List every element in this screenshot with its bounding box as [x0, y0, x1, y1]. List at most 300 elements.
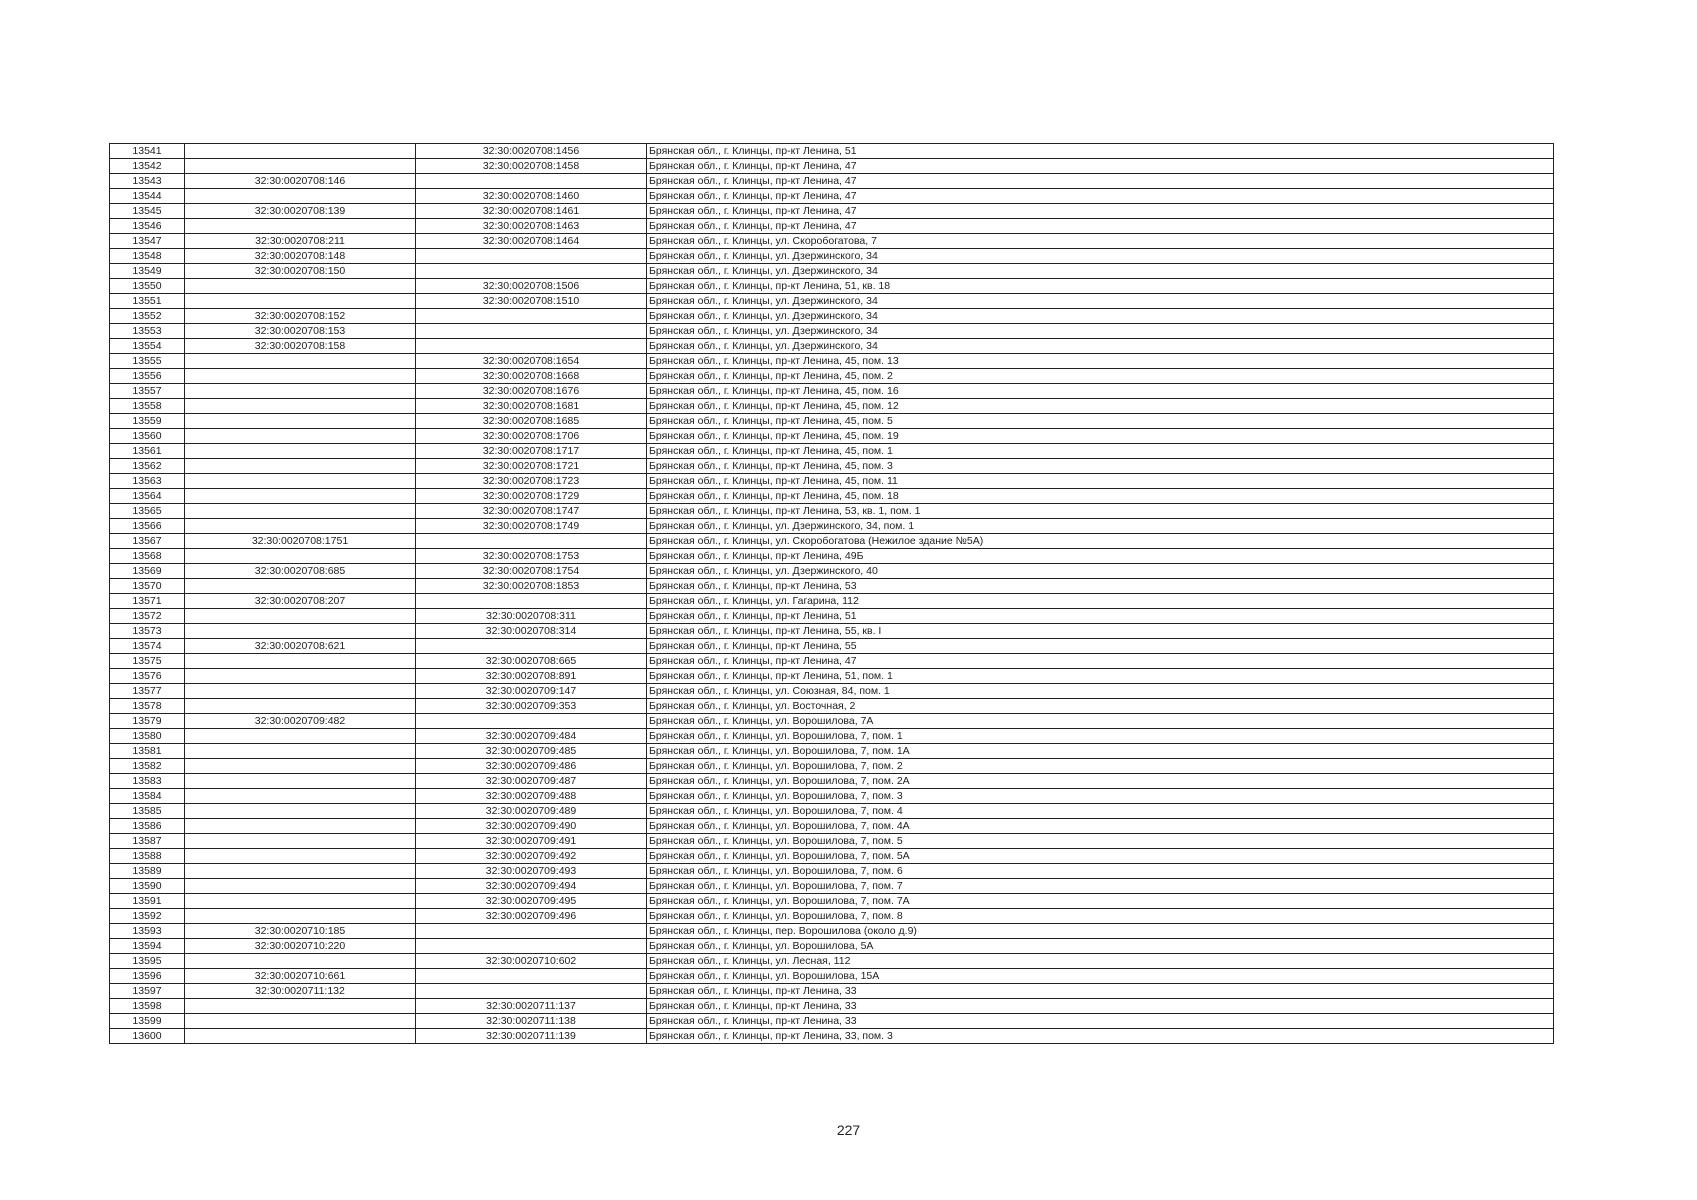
cadastral-number-a: [185, 804, 416, 819]
cadastral-number-b: 32:30:0020708:1754: [416, 564, 647, 579]
row-number: 13574: [110, 639, 185, 654]
address: Брянская обл., г. Клинцы, ул. Ворошилова, 7А: [647, 714, 1554, 729]
address: Брянская обл., г. Клинцы, ул. Ворошилова, 7, пом. 8: [647, 909, 1554, 924]
address: Брянская обл., г. Клинцы, ул. Ворошилова, 7, пом. 4А: [647, 819, 1554, 834]
cadastral-number-a: [185, 654, 416, 669]
cadastral-number-a: [185, 459, 416, 474]
address: Брянская обл., г. Клинцы, ул. Дзержинского, 40: [647, 564, 1554, 579]
cadastral-number-b: [416, 639, 647, 654]
cadastral-number-b: 32:30:0020708:1676: [416, 384, 647, 399]
cadastral-number-a: [185, 849, 416, 864]
table-row: [110, 189, 1554, 204]
row-number: 13600: [110, 1029, 185, 1044]
address: Брянская обл., г. Клинцы, пр-кт Ленина, 45, пом. 5: [647, 414, 1554, 429]
address: Брянская обл., г. Клинцы, ул. Дзержинского, 34: [647, 309, 1554, 324]
table-row: [110, 474, 1554, 489]
cadastral-number-a: [185, 759, 416, 774]
row-number: 13564: [110, 489, 185, 504]
cadastral-number-b: 32:30:0020709:486: [416, 759, 647, 774]
cadastral-number-a: [185, 399, 416, 414]
table-row: [110, 879, 1554, 894]
row-number: 13544: [110, 189, 185, 204]
row-number: 13568: [110, 549, 185, 564]
table-row: [110, 429, 1554, 444]
table-row: [110, 909, 1554, 924]
cadastral-number-a: 32:30:0020708:146: [185, 174, 416, 189]
cadastral-number-a: [185, 894, 416, 909]
table-row: [110, 1029, 1554, 1044]
address: Брянская обл., г. Клинцы, пр-кт Ленина, 47: [647, 189, 1554, 204]
cadastral-number-b: [416, 339, 647, 354]
cadastral-number-a: [185, 279, 416, 294]
row-number: 13575: [110, 654, 185, 669]
cadastral-number-b: 32:30:0020709:490: [416, 819, 647, 834]
table-row: [110, 774, 1554, 789]
cadastral-number-a: [185, 354, 416, 369]
row-number: 13577: [110, 684, 185, 699]
cadastral-number-a: [185, 549, 416, 564]
address: Брянская обл., г. Клинцы, пр-кт Ленина, 45, пом. 16: [647, 384, 1554, 399]
cadastral-number-a: [185, 519, 416, 534]
address: Брянская обл., г. Клинцы, ул. Дзержинского, 34: [647, 324, 1554, 339]
table-row: [110, 519, 1554, 534]
table-row: [110, 669, 1554, 684]
cadastral-number-b: [416, 534, 647, 549]
cadastral-number-a: 32:30:0020708:152: [185, 309, 416, 324]
address: Брянская обл., г. Клинцы, пр-кт Ленина, 55: [647, 639, 1554, 654]
address: Брянская обл., г. Клинцы, ул. Дзержинского, 34: [647, 294, 1554, 309]
cadastral-number-b: [416, 939, 647, 954]
row-number: 13561: [110, 444, 185, 459]
table-row: [110, 294, 1554, 309]
table-row: [110, 804, 1554, 819]
cadastral-number-b: 32:30:0020708:1723: [416, 474, 647, 489]
cadastral-number-a: 32:30:0020708:207: [185, 594, 416, 609]
address: Брянская обл., г. Клинцы, ул. Ворошилова, 7, пом. 4: [647, 804, 1554, 819]
address: Брянская обл., г. Клинцы, ул. Лесная, 112: [647, 954, 1554, 969]
row-number: 13581: [110, 744, 185, 759]
address: Брянская обл., г. Клинцы, пр-кт Ленина, 47: [647, 204, 1554, 219]
address: Брянская обл., г. Клинцы, пер. Ворошилова (около д.9): [647, 924, 1554, 939]
cadastral-number-b: 32:30:0020708:1681: [416, 399, 647, 414]
table-row: [110, 864, 1554, 879]
cadastral-number-b: 32:30:0020709:493: [416, 864, 647, 879]
cadastral-number-b: [416, 924, 647, 939]
row-number: 13567: [110, 534, 185, 549]
cadastral-number-a: 32:30:0020710:661: [185, 969, 416, 984]
address: Брянская обл., г. Клинцы, пр-кт Ленина, 33: [647, 1014, 1554, 1029]
table-row: [110, 159, 1554, 174]
address: Брянская обл., г. Клинцы, ул. Дзержинского, 34, пом. 1: [647, 519, 1554, 534]
cadastral-number-a: [185, 294, 416, 309]
cadastral-number-a: [185, 729, 416, 744]
table-row: [110, 624, 1554, 639]
table-row: [110, 459, 1554, 474]
cadastral-number-a: [185, 879, 416, 894]
address: Брянская обл., г. Клинцы, ул. Союзная, 84, пом. 1: [647, 684, 1554, 699]
address: Брянская обл., г. Клинцы, пр-кт Ленина, 51, кв. 18: [647, 279, 1554, 294]
cadastral-number-a: [185, 429, 416, 444]
address: Брянская обл., г. Клинцы, пр-кт Ленина, 45, пом. 19: [647, 429, 1554, 444]
cadastral-number-b: 32:30:0020709:495: [416, 894, 647, 909]
cadastral-number-a: [185, 864, 416, 879]
cadastral-number-b: 32:30:0020708:1717: [416, 444, 647, 459]
table-row: [110, 744, 1554, 759]
table-row: [110, 954, 1554, 969]
cadastral-number-b: 32:30:0020708:891: [416, 669, 647, 684]
table-row: [110, 264, 1554, 279]
cadastral-number-b: [416, 249, 647, 264]
row-number: 13596: [110, 969, 185, 984]
cadastral-number-a: [185, 189, 416, 204]
cadastral-number-a: 32:30:0020708:150: [185, 264, 416, 279]
table-row: [110, 444, 1554, 459]
cadastral-number-a: [185, 489, 416, 504]
address: Брянская обл., г. Клинцы, ул. Дзержинского, 34: [647, 249, 1554, 264]
cadastral-number-a: [185, 1029, 416, 1044]
address: Брянская обл., г. Клинцы, пр-кт Ленина, 45, пом. 2: [647, 369, 1554, 384]
row-number: 13597: [110, 984, 185, 999]
table-row: [110, 249, 1554, 264]
cadastral-number-b: [416, 309, 647, 324]
table-row: [110, 714, 1554, 729]
address: Брянская обл., г. Клинцы, пр-кт Ленина, 51: [647, 609, 1554, 624]
row-number: 13592: [110, 909, 185, 924]
row-number: 13573: [110, 624, 185, 639]
address: Брянская обл., г. Клинцы, ул. Скоробогатова (Нежилое здание №5А): [647, 534, 1554, 549]
address: Брянская обл., г. Клинцы, пр-кт Ленина, 47: [647, 159, 1554, 174]
cadastral-number-a: 32:30:0020711:132: [185, 984, 416, 999]
cadastral-number-b: 32:30:0020709:492: [416, 849, 647, 864]
cadastral-number-a: [185, 819, 416, 834]
table-row: [110, 684, 1554, 699]
table-row: [110, 969, 1554, 984]
cadastral-number-b: [416, 594, 647, 609]
table-row: [110, 504, 1554, 519]
table-row: [110, 849, 1554, 864]
table-row: [110, 639, 1554, 654]
cadastral-number-b: 32:30:0020709:487: [416, 774, 647, 789]
address: Брянская обл., г. Клинцы, пр-кт Ленина, 33: [647, 999, 1554, 1014]
row-number: 13557: [110, 384, 185, 399]
address: Брянская обл., г. Клинцы, ул. Дзержинского, 34: [647, 264, 1554, 279]
table-row: [110, 354, 1554, 369]
address: Брянская обл., г. Клинцы, ул. Ворошилова, 7, пом. 1А: [647, 744, 1554, 759]
cadastral-number-b: 32:30:0020709:485: [416, 744, 647, 759]
cadastral-number-a: 32:30:0020708:139: [185, 204, 416, 219]
cadastral-number-b: 32:30:0020709:494: [416, 879, 647, 894]
cadastral-number-a: [185, 579, 416, 594]
cadastral-number-a: 32:30:0020708:148: [185, 249, 416, 264]
address: Брянская обл., г. Клинцы, пр-кт Ленина, 33, пом. 3: [647, 1029, 1554, 1044]
address: Брянская обл., г. Клинцы, пр-кт Ленина, 49Б: [647, 549, 1554, 564]
table-row: [110, 174, 1554, 189]
cadastral-number-b: 32:30:0020708:1460: [416, 189, 647, 204]
row-number: 13547: [110, 234, 185, 249]
cadastral-number-b: 32:30:0020708:1506: [416, 279, 647, 294]
cadastral-number-b: [416, 174, 647, 189]
cadastral-number-b: 32:30:0020708:1463: [416, 219, 647, 234]
address: Брянская обл., г. Клинцы, ул. Ворошилова, 7, пом. 2: [647, 759, 1554, 774]
cadastral-number-a: 32:30:0020708:153: [185, 324, 416, 339]
cadastral-number-a: [185, 624, 416, 639]
address: Брянская обл., г. Клинцы, пр-кт Ленина, 53: [647, 579, 1554, 594]
table-row: [110, 759, 1554, 774]
table-row: [110, 834, 1554, 849]
row-number: 13578: [110, 699, 185, 714]
row-number: 13548: [110, 249, 185, 264]
cadastral-number-b: 32:30:0020708:1729: [416, 489, 647, 504]
cadastral-number-b: 32:30:0020708:1456: [416, 144, 647, 159]
row-number: 13570: [110, 579, 185, 594]
cadastral-number-a: 32:30:0020708:211: [185, 234, 416, 249]
table-row: [110, 489, 1554, 504]
page-number: 227: [836, 1122, 861, 1138]
cadastral-number-a: [185, 444, 416, 459]
cadastral-number-a: [185, 744, 416, 759]
row-number: 13594: [110, 939, 185, 954]
table-row: [110, 729, 1554, 744]
table-row: [110, 369, 1554, 384]
table-row: [110, 399, 1554, 414]
table-row: [110, 564, 1554, 579]
cadastral-number-b: 32:30:0020709:496: [416, 909, 647, 924]
cadastral-number-b: 32:30:0020711:137: [416, 999, 647, 1014]
row-number: 13595: [110, 954, 185, 969]
row-number: 13593: [110, 924, 185, 939]
cadastral-number-a: [185, 999, 416, 1014]
row-number: 13546: [110, 219, 185, 234]
cadastral-number-a: 32:30:0020708:1751: [185, 534, 416, 549]
row-number: 13580: [110, 729, 185, 744]
cadastral-number-a: [185, 834, 416, 849]
cadastral-number-a: [185, 789, 416, 804]
table-row: [110, 654, 1554, 669]
cadastral-number-a: 32:30:0020709:482: [185, 714, 416, 729]
row-number: 13591: [110, 894, 185, 909]
row-number: 13563: [110, 474, 185, 489]
address: Брянская обл., г. Клинцы, пр-кт Ленина, 47: [647, 654, 1554, 669]
address: Брянская обл., г. Клинцы, пр-кт Ленина, 45, пом. 3: [647, 459, 1554, 474]
cadastral-number-a: [185, 609, 416, 624]
address: Брянская обл., г. Клинцы, пр-кт Ленина, 47: [647, 174, 1554, 189]
cadastral-number-b: 32:30:0020711:139: [416, 1029, 647, 1044]
row-number: 13589: [110, 864, 185, 879]
cadastral-number-a: [185, 909, 416, 924]
cadastral-number-b: [416, 264, 647, 279]
row-number: 13576: [110, 669, 185, 684]
row-number: 13586: [110, 819, 185, 834]
cadastral-number-a: [185, 414, 416, 429]
cadastral-number-b: 32:30:0020710:602: [416, 954, 647, 969]
table-row: [110, 279, 1554, 294]
table-row: [110, 414, 1554, 429]
table-row: [110, 1014, 1554, 1029]
row-number: 13555: [110, 354, 185, 369]
address: Брянская обл., г. Клинцы, пр-кт Ленина, 45, пом. 12: [647, 399, 1554, 414]
address: Брянская обл., г. Клинцы, пр-кт Ленина, 51, пом. 1: [647, 669, 1554, 684]
cadastral-number-b: 32:30:0020708:1685: [416, 414, 647, 429]
cadastral-number-a: [185, 369, 416, 384]
row-number: 13550: [110, 279, 185, 294]
table-row: [110, 894, 1554, 909]
address: Брянская обл., г. Клинцы, ул. Ворошилова, 5А: [647, 939, 1554, 954]
cadastral-number-a: [185, 684, 416, 699]
row-number: 13556: [110, 369, 185, 384]
row-number: 13543: [110, 174, 185, 189]
row-number: 13559: [110, 414, 185, 429]
table-row: [110, 984, 1554, 999]
row-number: 13569: [110, 564, 185, 579]
address: Брянская обл., г. Клинцы, ул. Ворошилова, 7, пом. 5: [647, 834, 1554, 849]
address: Брянская обл., г. Клинцы, ул. Ворошилова, 7, пом. 2А: [647, 774, 1554, 789]
cadastral-number-a: 32:30:0020708:685: [185, 564, 416, 579]
table-row: [110, 549, 1554, 564]
cadastral-number-b: 32:30:0020709:489: [416, 804, 647, 819]
cadastral-number-b: 32:30:0020709:484: [416, 729, 647, 744]
row-number: 13553: [110, 324, 185, 339]
row-number: 13551: [110, 294, 185, 309]
cadastral-number-a: 32:30:0020708:621: [185, 639, 416, 654]
table-row: [110, 699, 1554, 714]
table-row: [110, 999, 1554, 1014]
address: Брянская обл., г. Клинцы, пр-кт Ленина, 45, пом. 18: [647, 489, 1554, 504]
address: Брянская обл., г. Клинцы, пр-кт Ленина, 33: [647, 984, 1554, 999]
row-number: 13598: [110, 999, 185, 1014]
cadastral-number-b: 32:30:0020708:1753: [416, 549, 647, 564]
row-number: 13566: [110, 519, 185, 534]
address: Брянская обл., г. Клинцы, пр-кт Ленина, 47: [647, 219, 1554, 234]
cadastral-number-a: [185, 159, 416, 174]
row-number: 13582: [110, 759, 185, 774]
cadastral-number-a: [185, 669, 416, 684]
row-number: 13560: [110, 429, 185, 444]
row-number: 13590: [110, 879, 185, 894]
cadastral-number-b: 32:30:0020708:1654: [416, 354, 647, 369]
row-number: 13545: [110, 204, 185, 219]
cadastral-number-a: [185, 1014, 416, 1029]
row-number: 13588: [110, 849, 185, 864]
table-row: [110, 234, 1554, 249]
address: Брянская обл., г. Клинцы, ул. Ворошилова, 7, пом. 7А: [647, 894, 1554, 909]
cadastral-number-b: 32:30:0020708:1510: [416, 294, 647, 309]
cadastral-number-b: 32:30:0020708:1721: [416, 459, 647, 474]
cadastral-number-b: 32:30:0020709:491: [416, 834, 647, 849]
cadastral-number-b: 32:30:0020709:147: [416, 684, 647, 699]
address: Брянская обл., г. Клинцы, пр-кт Ленина, 55, кв. I: [647, 624, 1554, 639]
cadastral-number-b: [416, 969, 647, 984]
row-number: 13585: [110, 804, 185, 819]
table-row: [110, 534, 1554, 549]
cadastral-number-a: 32:30:0020710:185: [185, 924, 416, 939]
row-number: 13579: [110, 714, 185, 729]
row-number: 13599: [110, 1014, 185, 1029]
cadastral-number-b: 32:30:0020708:311: [416, 609, 647, 624]
address: Брянская обл., г. Клинцы, ул. Ворошилова, 7, пом. 3: [647, 789, 1554, 804]
row-number: 13542: [110, 159, 185, 174]
table-row: [110, 324, 1554, 339]
cadastral-number-b: [416, 714, 647, 729]
table-row: [110, 594, 1554, 609]
row-number: 13541: [110, 144, 185, 159]
cadastral-number-a: [185, 699, 416, 714]
cadastral-number-b: [416, 324, 647, 339]
address: Брянская обл., г. Клинцы, ул. Ворошилова, 15А: [647, 969, 1554, 984]
address: Брянская обл., г. Клинцы, ул. Ворошилова, 7, пом. 6: [647, 864, 1554, 879]
table-row: [110, 204, 1554, 219]
row-number: 13565: [110, 504, 185, 519]
address: Брянская обл., г. Клинцы, пр-кт Ленина, 45, пом. 1: [647, 444, 1554, 459]
cadastral-number-b: 32:30:0020708:314: [416, 624, 647, 639]
cadastral-number-b: 32:30:0020708:665: [416, 654, 647, 669]
cadastral-number-a: 32:30:0020710:220: [185, 939, 416, 954]
address: Брянская обл., г. Клинцы, пр-кт Ленина, 53, кв. 1, пом. 1: [647, 504, 1554, 519]
table-row: [110, 609, 1554, 624]
address: Брянская обл., г. Клинцы, ул. Дзержинского, 34: [647, 339, 1554, 354]
table-row: [110, 924, 1554, 939]
row-number: 13571: [110, 594, 185, 609]
address: Брянская обл., г. Клинцы, пр-кт Ленина, 51: [647, 144, 1554, 159]
address: Брянская обл., г. Клинцы, ул. Скоробогатова, 7: [647, 234, 1554, 249]
row-number: 13572: [110, 609, 185, 624]
cadastral-number-b: 32:30:0020708:1749: [416, 519, 647, 534]
cadastral-number-a: [185, 954, 416, 969]
address: Брянская обл., г. Клинцы, ул. Ворошилова, 7, пом. 7: [647, 879, 1554, 894]
table-row: [110, 384, 1554, 399]
row-number: 13549: [110, 264, 185, 279]
address: Брянская обл., г. Клинцы, ул. Гагарина, 112: [647, 594, 1554, 609]
cadastral-number-a: [185, 474, 416, 489]
address: Брянская обл., г. Клинцы, ул. Восточная, 2: [647, 699, 1554, 714]
cadastral-number-b: 32:30:0020708:1706: [416, 429, 647, 444]
cadastral-number-b: 32:30:0020711:138: [416, 1014, 647, 1029]
address: Брянская обл., г. Клинцы, пр-кт Ленина, 45, пом. 11: [647, 474, 1554, 489]
table-row: [110, 939, 1554, 954]
cadastral-number-a: [185, 144, 416, 159]
cadastral-number-b: 32:30:0020708:1668: [416, 369, 647, 384]
row-number: 13562: [110, 459, 185, 474]
cadastral-number-a: [185, 384, 416, 399]
address: Брянская обл., г. Клинцы, пр-кт Ленина, 45, пом. 13: [647, 354, 1554, 369]
cadastral-number-a: [185, 504, 416, 519]
row-number: 13552: [110, 309, 185, 324]
registry-table: [109, 143, 1554, 1044]
table-row: [110, 339, 1554, 354]
cadastral-number-b: 32:30:0020709:353: [416, 699, 647, 714]
row-number: 13583: [110, 774, 185, 789]
row-number: 13587: [110, 834, 185, 849]
table-row: [110, 579, 1554, 594]
cadastral-number-b: [416, 984, 647, 999]
cadastral-number-a: [185, 774, 416, 789]
cadastral-number-a: 32:30:0020708:158: [185, 339, 416, 354]
row-number: 13554: [110, 339, 185, 354]
cadastral-number-b: 32:30:0020709:488: [416, 789, 647, 804]
table-row: [110, 309, 1554, 324]
cadastral-number-b: 32:30:0020708:1464: [416, 234, 647, 249]
cadastral-number-b: 32:30:0020708:1853: [416, 579, 647, 594]
cadastral-number-b: 32:30:0020708:1747: [416, 504, 647, 519]
table-row: [110, 819, 1554, 834]
address: Брянская обл., г. Клинцы, ул. Ворошилова, 7, пом. 1: [647, 729, 1554, 744]
row-number: 13584: [110, 789, 185, 804]
row-number: 13558: [110, 399, 185, 414]
table-row: [110, 144, 1554, 159]
registry-body: [110, 144, 1554, 1044]
cadastral-number-b: 32:30:0020708:1461: [416, 204, 647, 219]
cadastral-number-a: [185, 219, 416, 234]
table-row: [110, 789, 1554, 804]
